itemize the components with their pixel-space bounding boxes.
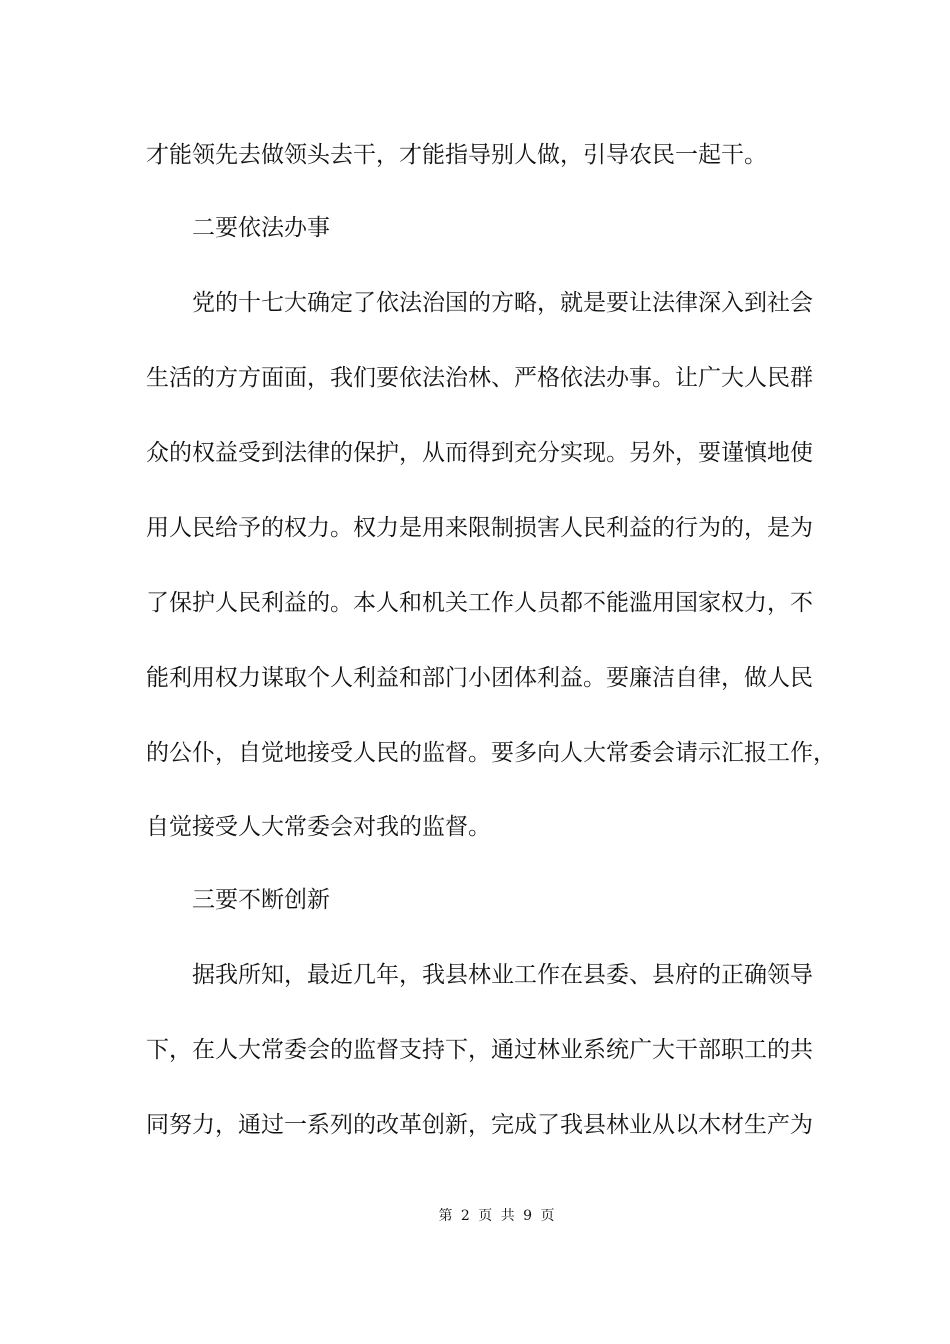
page-number-footer: 第 2 页 共 9 页 bbox=[438, 1208, 557, 1224]
text-line: 据我所知，最近几年，我县林业工作在县委、县府的正确领导 bbox=[192, 962, 813, 988]
section-heading: 二要依法办事 bbox=[192, 215, 330, 241]
text-line: 了保护人民利益的。本人和机关工作人员都不能滥用国家权力，不 bbox=[146, 590, 813, 616]
text-line: 同努力，通过一系列的改革创新，完成了我县林业从以木材生产为 bbox=[146, 1112, 813, 1138]
text-line: 用人民给予的权力。权力是用来限制损害人民利益的行为的，是为 bbox=[146, 515, 813, 541]
text-line: 才能领先去做领头去干，才能指导别人做，引导农民一起干。 bbox=[146, 142, 767, 168]
text-line: 下，在人大常委会的监督支持下，通过林业系统广大干部职工的共 bbox=[146, 1037, 813, 1063]
text-line: 党的十七大确定了依法治国的方略，就是要让法律深入到社会 bbox=[192, 290, 813, 316]
text-line: 众的权益受到法律的保护，从而得到充分实现。另外，要谨慎地使 bbox=[146, 440, 813, 466]
section-heading: 三要不断创新 bbox=[192, 887, 330, 913]
text-line: 生活的方方面面，我们要依法治林、严格依法办事。让广大人民群 bbox=[146, 365, 813, 391]
text-line: 的公仆，自觉地接受人民的监督。要多向人大常委会请示汇报工作， bbox=[146, 740, 836, 766]
text-line: 自觉接受人大常委会对我的监督。 bbox=[146, 814, 491, 840]
text-line: 能利用权力谋取个人利益和部门小团体利益。要廉洁自律，做人民 bbox=[146, 665, 813, 691]
